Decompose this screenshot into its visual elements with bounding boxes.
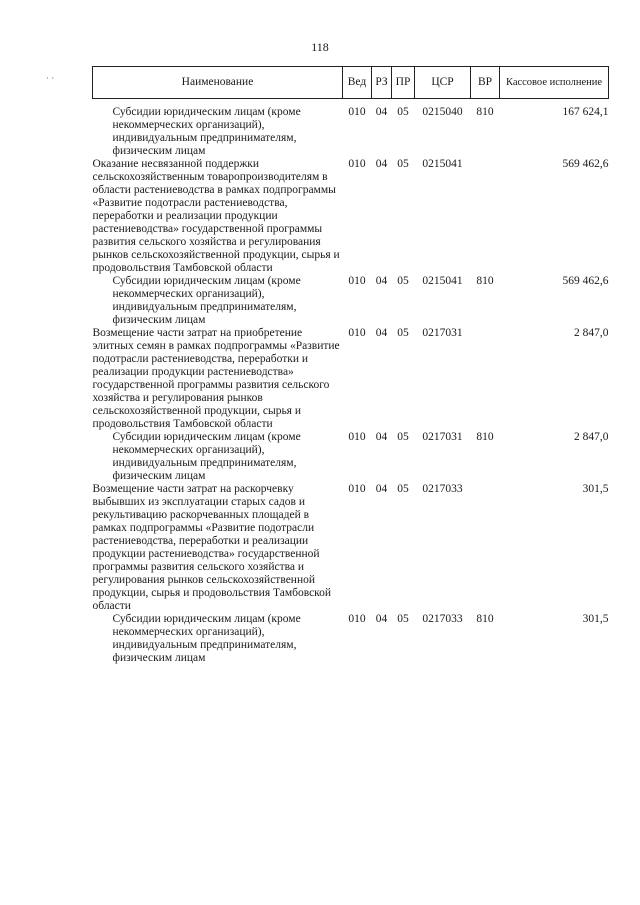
- row-csr: 0215041: [422, 275, 463, 287]
- row-vr: 810: [476, 431, 494, 443]
- row-vr: 810: [476, 106, 494, 118]
- row-csr: 0215041: [422, 158, 463, 170]
- row-rz: 04: [375, 158, 388, 170]
- row-vr: [471, 327, 500, 431]
- row-rz: 04: [375, 327, 388, 339]
- table-row: [93, 327, 609, 431]
- row-ved: 010: [348, 158, 366, 170]
- header-csr: ЦСР: [415, 67, 471, 99]
- row-pr: 05: [397, 483, 409, 495]
- row-rz: 04: [375, 483, 388, 495]
- row-vr: 810: [476, 275, 494, 287]
- row-amount: 569 462,6: [562, 275, 609, 287]
- table-row: [93, 431, 609, 483]
- row-amount: 2 847,0: [574, 327, 609, 339]
- row-name: Субсидии юридическим лицам (кроме некоммерческих организаций), индивидуальным предпринимателям, физическим лицам: [112, 613, 301, 664]
- table-row: [93, 106, 609, 158]
- row-pr: 05: [397, 275, 409, 287]
- row-rz: 04: [375, 431, 388, 443]
- header-vr: ВР: [471, 67, 500, 99]
- budget-execution-table: [92, 66, 609, 665]
- row-csr: 0217033: [422, 483, 463, 495]
- row-pr: 05: [397, 106, 409, 118]
- row-pr: 05: [397, 431, 409, 443]
- row-name: Субсидии юридическим лицам (кроме некоммерческих организаций), индивидуальным предпринимателям, физическим лицам: [112, 275, 301, 326]
- row-ved: 010: [348, 431, 366, 443]
- header-pr: ПР: [392, 67, 415, 99]
- row-name: Возмещение части затрат на раскорчевку выбывших из эксплуатации старых садов и рекультивацию раскорчеванных площадей в рамках подпрограммы «Развитие подотрасли растениеводства, переработки и реализации продукции растениеводства» государственной программы развития сельского хозяйства и регулирования рынков сельскохозяйственной продукции, сырья и продовольствия Тамбовской области: [92, 483, 332, 612]
- page-number: 118: [311, 40, 329, 54]
- row-pr: 05: [397, 613, 409, 625]
- row-rz: 04: [375, 275, 388, 287]
- table-row: [93, 483, 609, 613]
- scan-speck: · ·: [46, 73, 55, 83]
- row-ved: 010: [348, 483, 366, 495]
- table-header-row: [93, 67, 609, 99]
- row-name: Возмещение части затрат на приобретение элитных семян в рамках подпрограммы «Развитие подотрасли растениеводства, переработки и реализации продукции растениеводства» государственной программы развития сельского хозяйства и регулирования рынков сельскохозяйственной продукции, сырья и продовольствия Тамбовской области: [92, 327, 340, 430]
- row-ved: 010: [348, 275, 366, 287]
- header-name: Наименование: [93, 67, 343, 99]
- row-amount: 2 847,0: [574, 431, 609, 443]
- row-rz: 04: [375, 106, 388, 118]
- row-ved: 010: [348, 327, 366, 339]
- row-name: Оказание несвязанной поддержки сельскохозяйственным товаропроизводителям в области растениеводства в рамках подпрограммы «Развитие подотрасли растениеводства, переработки и реализации продукции растениеводства» государственной программы развития сельского хозяйства и регулирования рынков сельскохозяйственной продукции, сырья и продовольствия Тамбовской области: [92, 158, 340, 274]
- row-amount: 301,5: [582, 613, 609, 625]
- row-name: Субсидии юридическим лицам (кроме некоммерческих организаций), индивидуальным предпринимателям, физическим лицам: [112, 106, 301, 157]
- row-amount: 569 462,6: [562, 158, 609, 170]
- row-csr: 0215040: [422, 106, 463, 118]
- row-amount: 167 624,1: [562, 106, 609, 118]
- row-rz: 04: [375, 613, 388, 625]
- row-vr: [471, 158, 500, 275]
- row-ved: 010: [348, 106, 366, 118]
- row-pr: 05: [397, 327, 409, 339]
- header-rz: РЗ: [372, 67, 392, 99]
- table-row: [93, 613, 609, 665]
- table-row: [93, 158, 609, 275]
- table-row: [93, 275, 609, 327]
- row-ved: 010: [348, 613, 366, 625]
- row-amount: 301,5: [582, 483, 609, 495]
- header-amount: Кассовое исполнение: [500, 67, 609, 99]
- row-vr: 810: [476, 613, 494, 625]
- header-ved: Вед: [343, 67, 372, 99]
- row-name: Субсидии юридическим лицам (кроме некоммерческих организаций), индивидуальным предпринимателям, физическим лицам: [112, 431, 301, 482]
- row-csr: 0217033: [422, 613, 463, 625]
- row-vr: [471, 483, 500, 613]
- row-pr: 05: [397, 158, 409, 170]
- row-csr: 0217031: [422, 431, 463, 443]
- row-csr: 0217031: [422, 327, 463, 339]
